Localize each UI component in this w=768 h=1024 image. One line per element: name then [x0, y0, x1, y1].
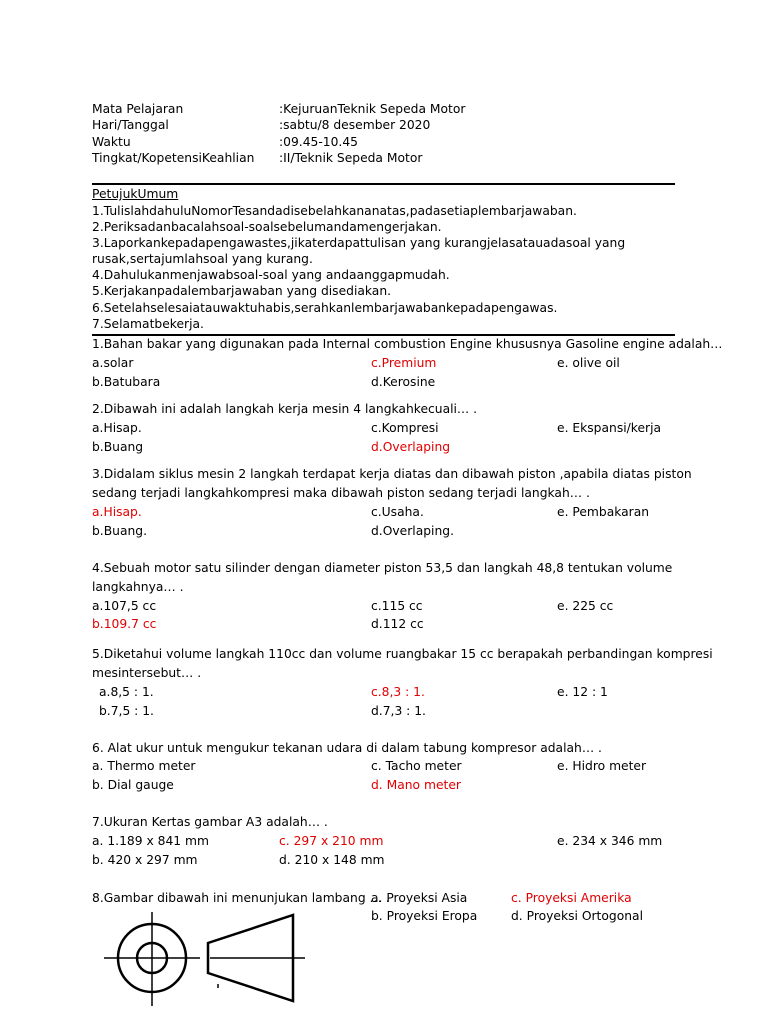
instruction-line: 5.Kerjakanpadalembarjawaban yang disediakan. [92, 284, 392, 298]
question-text: 3.Didalam siklus mesin 2 langkah terdapat kerja diatas dan dibawah piston ,apabila diatas piston [92, 467, 692, 481]
option-d: d.Overlaping. [371, 524, 454, 538]
option-a-answer: a.Hisap. [92, 505, 142, 519]
option-a: a.Hisap. [92, 421, 142, 435]
option-d-answer: d.Overlaping [371, 440, 451, 454]
option-e: e. 12 : 1 [557, 685, 608, 699]
option-b-answer: b.109.7 cc [92, 617, 157, 631]
projection-frustum-view [208, 915, 305, 1001]
option-e: e. Hidro meter [557, 759, 647, 773]
option-d: d.112 cc [371, 617, 424, 631]
question-text-cont: mesintersebut… . [92, 666, 202, 680]
question-text: 5.Diketahui volume langkah 110cc dan volume ruangbakar 15 cc berapakah perbandingan kompresi [92, 647, 713, 661]
option-a: a. Proyeksi Asia [371, 891, 468, 905]
projection-symbol-figure [100, 910, 310, 1024]
instruction-line: 4.Dahulukanmenjawabsoal-soal yang andaanggapmudah. [92, 268, 450, 282]
option-b: b.Buang [92, 440, 144, 454]
option-a: a.107,5 cc [92, 599, 157, 613]
instruction-line: 6.Setelahselesaiatauwaktuhabis,serahkanlembarjawabankepadapengawas. [92, 301, 558, 315]
projection-circle-view [104, 912, 200, 1006]
option-b: b. 420 x 297 mm [92, 853, 198, 867]
option-e: e. 234 x 346 mm [557, 834, 663, 848]
instruction-line: 2.Periksadanbacalahsoal-soalsebelumandamengerjakan. [92, 220, 442, 234]
instruction-line: 3.Laporkankepadapengawastes,jikaterdapattulisan yang kurangjelasatauadasoal yang [92, 236, 626, 250]
option-c-answer: c. Proyeksi Amerika [511, 891, 632, 905]
option-e: e. Ekspansi/kerja [557, 421, 662, 435]
option-b: b.Buang. [92, 524, 147, 538]
option-d-answer: d. Mano meter [371, 778, 461, 792]
option-e: e. 225 cc [557, 599, 614, 613]
option-d: d.Kerosine [371, 375, 436, 389]
option-e: e. olive oil [557, 356, 620, 370]
header-label-date: Hari/Tanggal [92, 118, 169, 132]
option-c-answer: c.8,3 : 1. [371, 685, 425, 699]
question-text: 4.Sebuah motor satu silinder dengan diameter piston 53,5 dan langkah 48,8 tentukan volume [92, 561, 673, 575]
question-text: 6. Alat ukur untuk mengukur tekanan udara di dalam tabung kompresor adalah… . [92, 741, 602, 755]
option-a: a. Thermo meter [92, 759, 196, 773]
header-value-time: :09.45-10.45 [279, 135, 358, 149]
option-b: b. Dial gauge [92, 778, 174, 792]
option-a: a.solar [92, 356, 134, 370]
option-c: c.115 cc [371, 599, 423, 613]
option-c-answer: c. 297 x 210 mm [279, 834, 384, 848]
header-value-level: :II/Teknik Sepeda Motor [279, 151, 423, 165]
instruction-line: 7.Selamatbekerja. [92, 317, 204, 331]
option-a: a.8,5 : 1. [99, 685, 154, 699]
question-text: 8.Gambar dibawah ini menunjukan lambang … . [92, 891, 390, 905]
instruction-line: 1.TulislahdahuluNomorTesandadisebelahkananatas,padasetiaplembarjawaban. [92, 204, 577, 218]
option-b: b.Batubara [92, 375, 161, 389]
option-a: a. 1.189 x 841 mm [92, 834, 209, 848]
option-b: b. Proyeksi Eropa [371, 909, 478, 923]
header-value-subject: :KejuruanTeknik Sepeda Motor [279, 102, 466, 116]
question-text: 2.Dibawah ini adalah langkah kerja mesin 4 langkahkecuali… . [92, 402, 478, 416]
question-text: 7.Ukuran Kertas gambar A3 adalah… . [92, 815, 328, 829]
header-label-time: Waktu [92, 135, 131, 149]
option-c-answer: c.Premium [371, 356, 437, 370]
header-value-date: :sabtu/8 desember 2020 [279, 118, 431, 132]
divider-top [92, 183, 675, 185]
header-label-subject: Mata Pelajaran [92, 102, 184, 116]
question-text: 1.Bahan bakar yang digunakan pada Internal combustion Engine khususnya Gasoline engine adalah… [92, 337, 723, 351]
header-label-level: Tingkat/KopetensiKeahlian [92, 151, 255, 165]
option-c: c. Tacho meter [371, 759, 462, 773]
option-d: d.7,3 : 1. [371, 704, 426, 718]
option-c: c.Usaha. [371, 505, 424, 519]
instructions-title: PetujukUmum [92, 187, 179, 201]
option-b: b.7,5 : 1. [99, 704, 154, 718]
option-e: e. Pembakaran [557, 505, 650, 519]
instruction-line: rusak,sertajumlahsoal yang kurang. [92, 252, 313, 266]
option-d: d. Proyeksi Ortogonal [511, 909, 643, 923]
question-text-cont: sedang terjadi langkahkompresi maka dibawah piston sedang terjadi langkah… . [92, 486, 590, 500]
option-d: d. 210 x 148 mm [279, 853, 385, 867]
question-text-cont: langkahnya… . [92, 580, 184, 594]
option-c: c.Kompresi [371, 421, 439, 435]
